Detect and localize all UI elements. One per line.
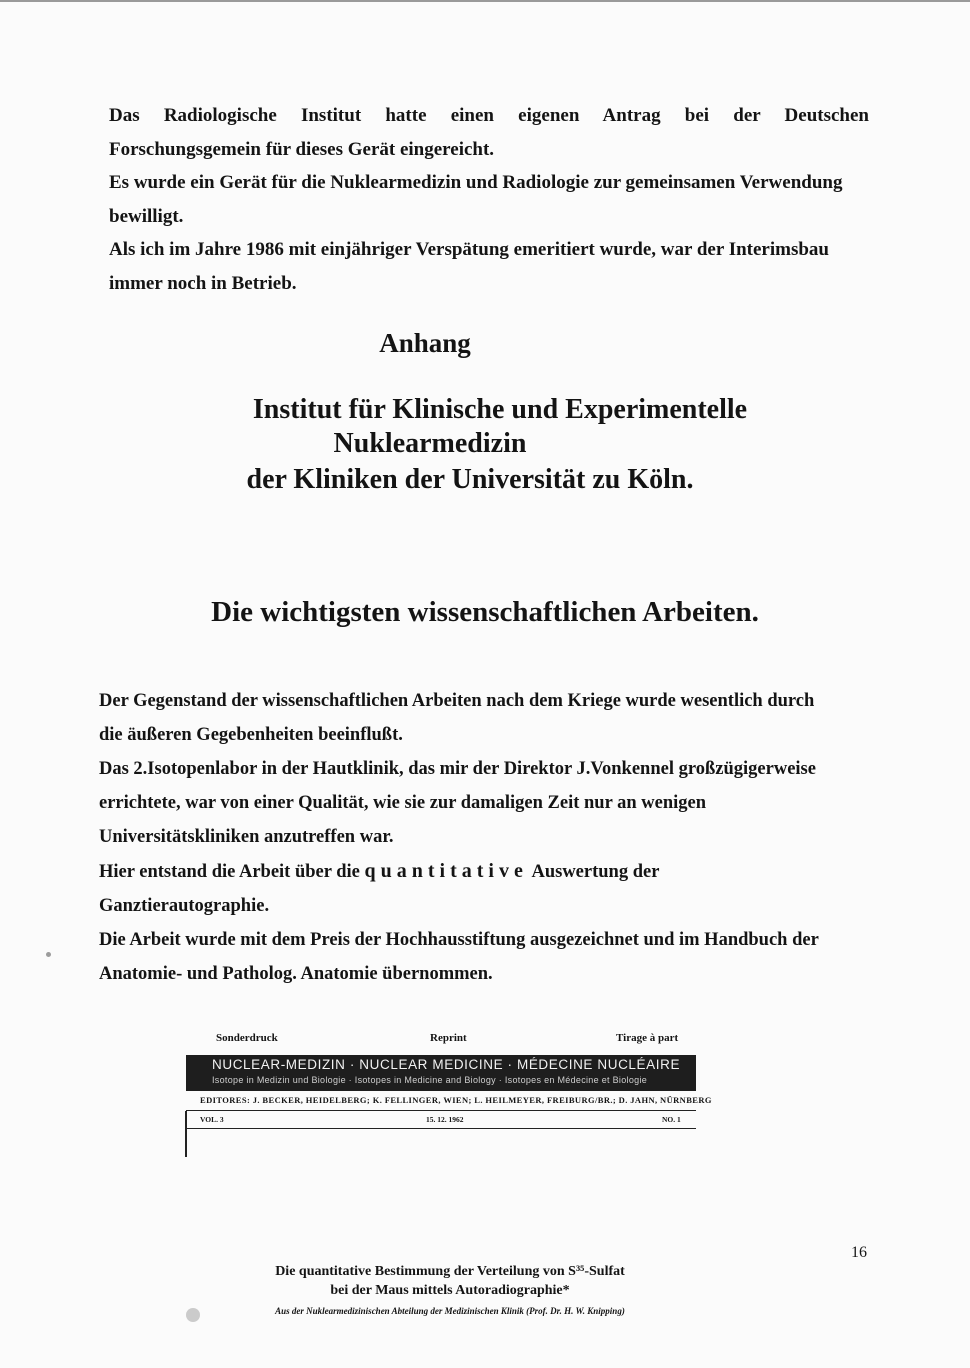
divider [186,1128,696,1129]
scan-speck [46,952,51,957]
scan-speck [186,1308,200,1322]
section-heading: Die wichtigsten wissenschaftlichen Arbeiten. [211,596,759,628]
institute-title-line-1: Institut für Klinische und Experimentelle [252,394,748,425]
body-text: Auswertung der [531,862,660,882]
intro-paragraph [109,99,869,300]
reprint-label-de: Sonderdruck [216,1032,278,1044]
emphasis-spaced-word: quantitative [364,860,528,882]
divider [186,1110,696,1111]
article-affiliation: Aus der Nuklearmedizinischen Abteilung der Medizinischen Klinik (Prof. Dr. H. W. Knipping) [275,1306,625,1316]
body-line: Das 2.Isotopenlabor in der Hautklinik, das mir der Direktor J.Vonkennel großzügigerweise [99,759,816,779]
body-paragraph [99,684,869,991]
journal-title: NUCLEAR-MEDIZIN · NUCLEAR MEDICINE · MÉDECINE NUCLÉAIRE [212,1057,681,1072]
intro-line: Forschungsgemein für dieses Gerät eingereicht. [109,138,495,160]
journal-date: 15. 12. 1962 [426,1115,464,1124]
body-line: die äußeren Gegebenheiten beeinflußt. [99,725,403,745]
reprint-label-fr: Tirage à part [616,1032,679,1044]
body-line: Der Gegenstand der wissenschaftlichen Arbeiten nach dem Kriege wurde wesentlich durch [99,691,815,711]
journal-volume: VOL. 3 [200,1115,224,1124]
journal-banner [186,1055,696,1091]
reprint-label-en: Reprint [430,1032,467,1044]
scan-top-edge [0,0,970,2]
divider [185,1111,187,1157]
journal-editors: EDITORES: J. BECKER, HEIDELBERG; K. FELLINGER, WIEN; L. HEILMEYER, FREIBURG/BR.; D. JAHN, NÜRNBERG [200,1095,712,1105]
journal-number: NO. 1 [662,1115,681,1124]
intro-line: Als ich im Jahre 1986 mit einjähriger Verspätung emeritiert wurde, war der Interimsbau [109,239,829,260]
page-number: 16 [851,1244,867,1261]
intro-line: bewilligt. [109,205,184,227]
body-line-spaced [99,854,869,889]
institute-title-line-2: Nuklearmedizin [333,428,527,459]
journal-subtitle: Isotope in Medizin und Biologie · Isotopes in Medicine and Biology · Isotopes en Médecine et Biologie [212,1075,648,1085]
body-line: Die Arbeit wurde mit dem Preis der Hochhausstiftung ausgezeichnet und im Handbuch der [99,930,819,950]
body-line: Universitätskliniken anzutreffen war. [99,827,394,847]
appendix-heading: Anhang [379,328,471,358]
institute-title-line-3: der Kliniken der Universität zu Köln. [246,464,694,495]
intro-line: Das Radiologische Institut hatte einen eigenen Antrag bei der Deutschen [109,105,869,126]
body-line: errichtete, war von einer Qualität, wie sie zur damaligen Zeit nur an wenigen [99,793,707,813]
body-line: Ganztierautographie. [99,896,270,916]
article-title-line-2: bei der Maus mittels Autoradiographie* [330,1283,570,1298]
article-title [240,1262,660,1300]
body-line: Anatomie- und Patholog. Anatomie übernommen. [99,964,493,984]
article-title-line-1: Die quantitative Bestimmung der Verteilung von S³⁵-Sulfat [275,1264,625,1279]
intro-line: Es wurde ein Gerät für die Nuklearmedizin und Radiologie zur gemeinsamen Verwendung [109,172,843,193]
intro-line: immer noch in Betrieb. [109,272,297,294]
body-text: Hier entstand die Arbeit über die [99,862,360,882]
